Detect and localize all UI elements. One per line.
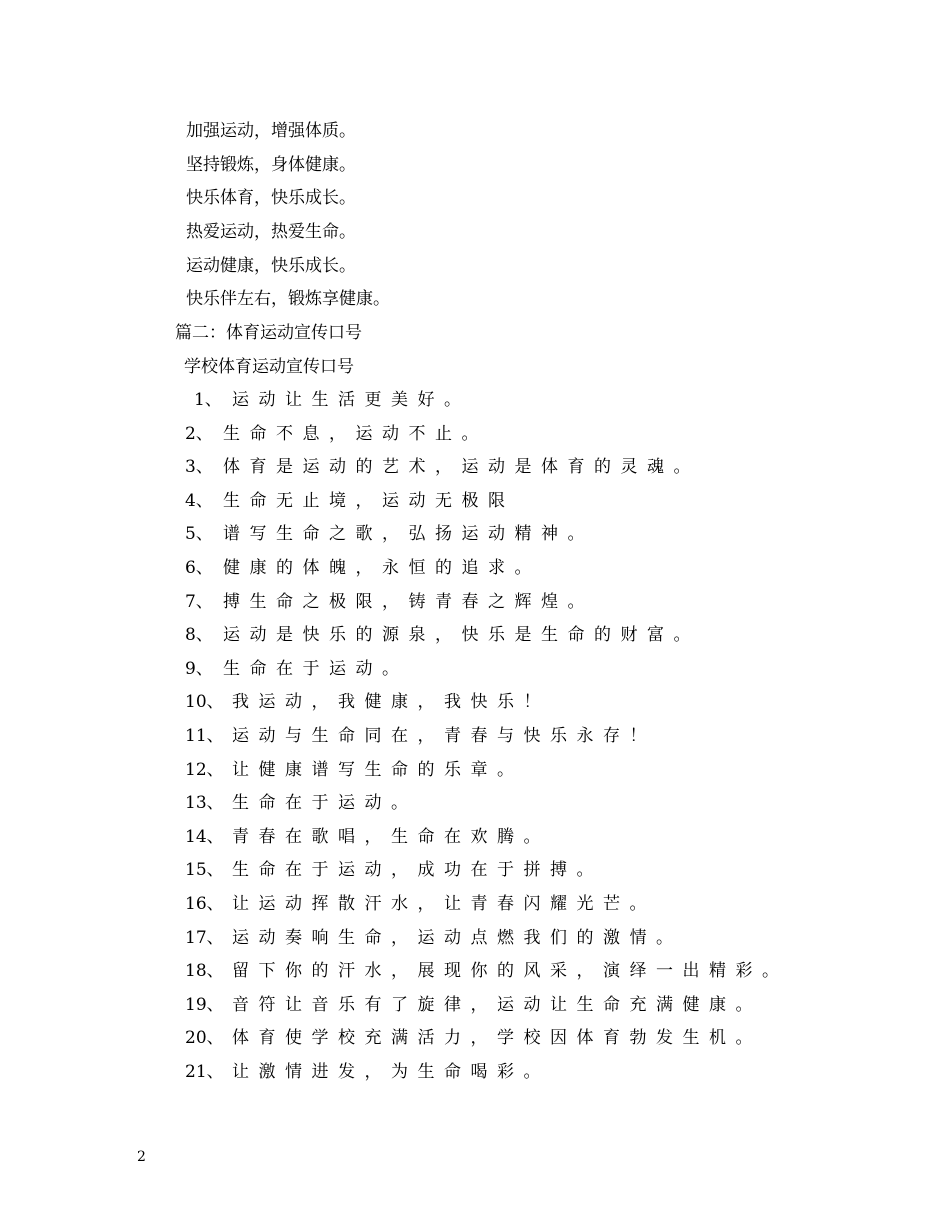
slogan-text: 生命在于运动。 <box>223 659 409 679</box>
sub-heading: 学校体育运动宣传口号 <box>184 357 354 377</box>
slogan-item <box>185 524 594 544</box>
slogan-item <box>185 995 762 1015</box>
slogan-item <box>185 424 488 444</box>
slogan-text: 体育使学校充满活力，学校因体育勃发生机。 <box>232 1028 762 1048</box>
slogan-item <box>185 760 524 780</box>
intro-line: 运动健康，快乐成长。 <box>186 256 356 276</box>
intro-line: 热爱运动，热爱生命。 <box>186 222 356 242</box>
slogan-number: 19、 <box>185 995 224 1015</box>
slogan-number: 15、 <box>185 860 224 880</box>
slogan-item <box>185 1062 550 1082</box>
slogan-number: 2、 <box>185 424 213 444</box>
slogan-text: 让运动挥散汗水，让青春闪耀光芒。 <box>232 894 656 914</box>
slogan-number: 14、 <box>185 827 224 847</box>
slogan-item <box>185 558 541 578</box>
slogan-item <box>185 961 789 981</box>
slogan-text: 青春在歌唱，生命在欢腾。 <box>232 827 550 847</box>
slogan-item <box>185 726 656 746</box>
slogan-number: 6、 <box>185 558 213 578</box>
slogan-item <box>185 928 683 948</box>
slogan-text: 体育是运动的艺术，运动是体育的灵魂。 <box>223 457 700 477</box>
slogan-text: 生命无止境，运动无极限 <box>223 491 515 511</box>
intro-line: 坚持锻炼，身体健康。 <box>186 155 356 175</box>
slogan-text: 运动与生命同在，青春与快乐永存！ <box>232 726 656 746</box>
slogan-item <box>185 491 515 511</box>
slogan-number: 10、 <box>185 692 224 712</box>
slogan-number: 18、 <box>185 961 224 981</box>
slogan-text: 我运动，我健康，我快乐！ <box>232 692 550 712</box>
slogan-number: 5、 <box>185 524 213 544</box>
slogan-text: 搏生命之极限，铸青春之辉煌。 <box>223 592 594 612</box>
slogan-text: 生命在于运动。 <box>232 793 418 813</box>
slogan-number: 17、 <box>185 928 224 948</box>
slogan-text: 生命不息，运动不止。 <box>223 424 488 444</box>
slogan-number: 21、 <box>185 1062 224 1082</box>
slogan-item <box>185 625 700 645</box>
slogan-text: 谱写生命之歌，弘扬运动精神。 <box>223 524 594 544</box>
slogan-number: 16、 <box>185 894 224 914</box>
slogan-number: 7、 <box>185 592 213 612</box>
slogan-text: 运动是快乐的源泉，快乐是生命的财富。 <box>223 625 700 645</box>
slogan-number: 3、 <box>185 457 213 477</box>
slogan-text: 让激情进发，为生命喝彩。 <box>232 1062 550 1082</box>
slogan-number: 20、 <box>185 1028 224 1048</box>
slogan-number: 4、 <box>185 491 213 511</box>
slogan-item <box>194 390 471 410</box>
slogan-text: 留下你的汗水，展现你的风采，演绎一出精彩。 <box>232 961 789 981</box>
slogan-item <box>185 827 550 847</box>
slogan-item <box>185 659 409 679</box>
intro-line: 快乐体育，快乐成长。 <box>186 188 356 208</box>
slogan-item <box>185 457 700 477</box>
slogan-text: 生命在于运动，成功在于拼搏。 <box>232 860 603 880</box>
slogan-number: 9、 <box>185 659 213 679</box>
page-number: 2 <box>137 1149 146 1165</box>
slogan-text: 运动奏响生命，运动点燃我们的激情。 <box>232 928 683 948</box>
slogan-item <box>185 1028 762 1048</box>
section-heading: 篇二：体育运动宣传口号 <box>175 323 362 343</box>
slogan-number: 11、 <box>185 726 224 746</box>
slogan-text: 让健康谱写生命的乐章。 <box>232 760 524 780</box>
slogan-number: 12、 <box>185 760 224 780</box>
slogan-number: 1、 <box>194 390 222 410</box>
slogan-item <box>185 860 603 880</box>
intro-line: 加强运动，增强体质。 <box>186 121 356 141</box>
slogan-text: 音符让音乐有了旋律，运动让生命充满健康。 <box>232 995 762 1015</box>
slogan-item <box>185 894 656 914</box>
slogan-item <box>185 592 594 612</box>
slogan-text: 健康的体魄，永恒的追求。 <box>223 558 541 578</box>
slogan-number: 13、 <box>185 793 224 813</box>
slogan-text: 运动让生活更美好。 <box>232 390 471 410</box>
slogan-item <box>185 692 550 712</box>
intro-line: 快乐伴左右，锻炼享健康。 <box>186 289 390 309</box>
slogan-number: 8、 <box>185 625 213 645</box>
slogan-item <box>185 793 418 813</box>
